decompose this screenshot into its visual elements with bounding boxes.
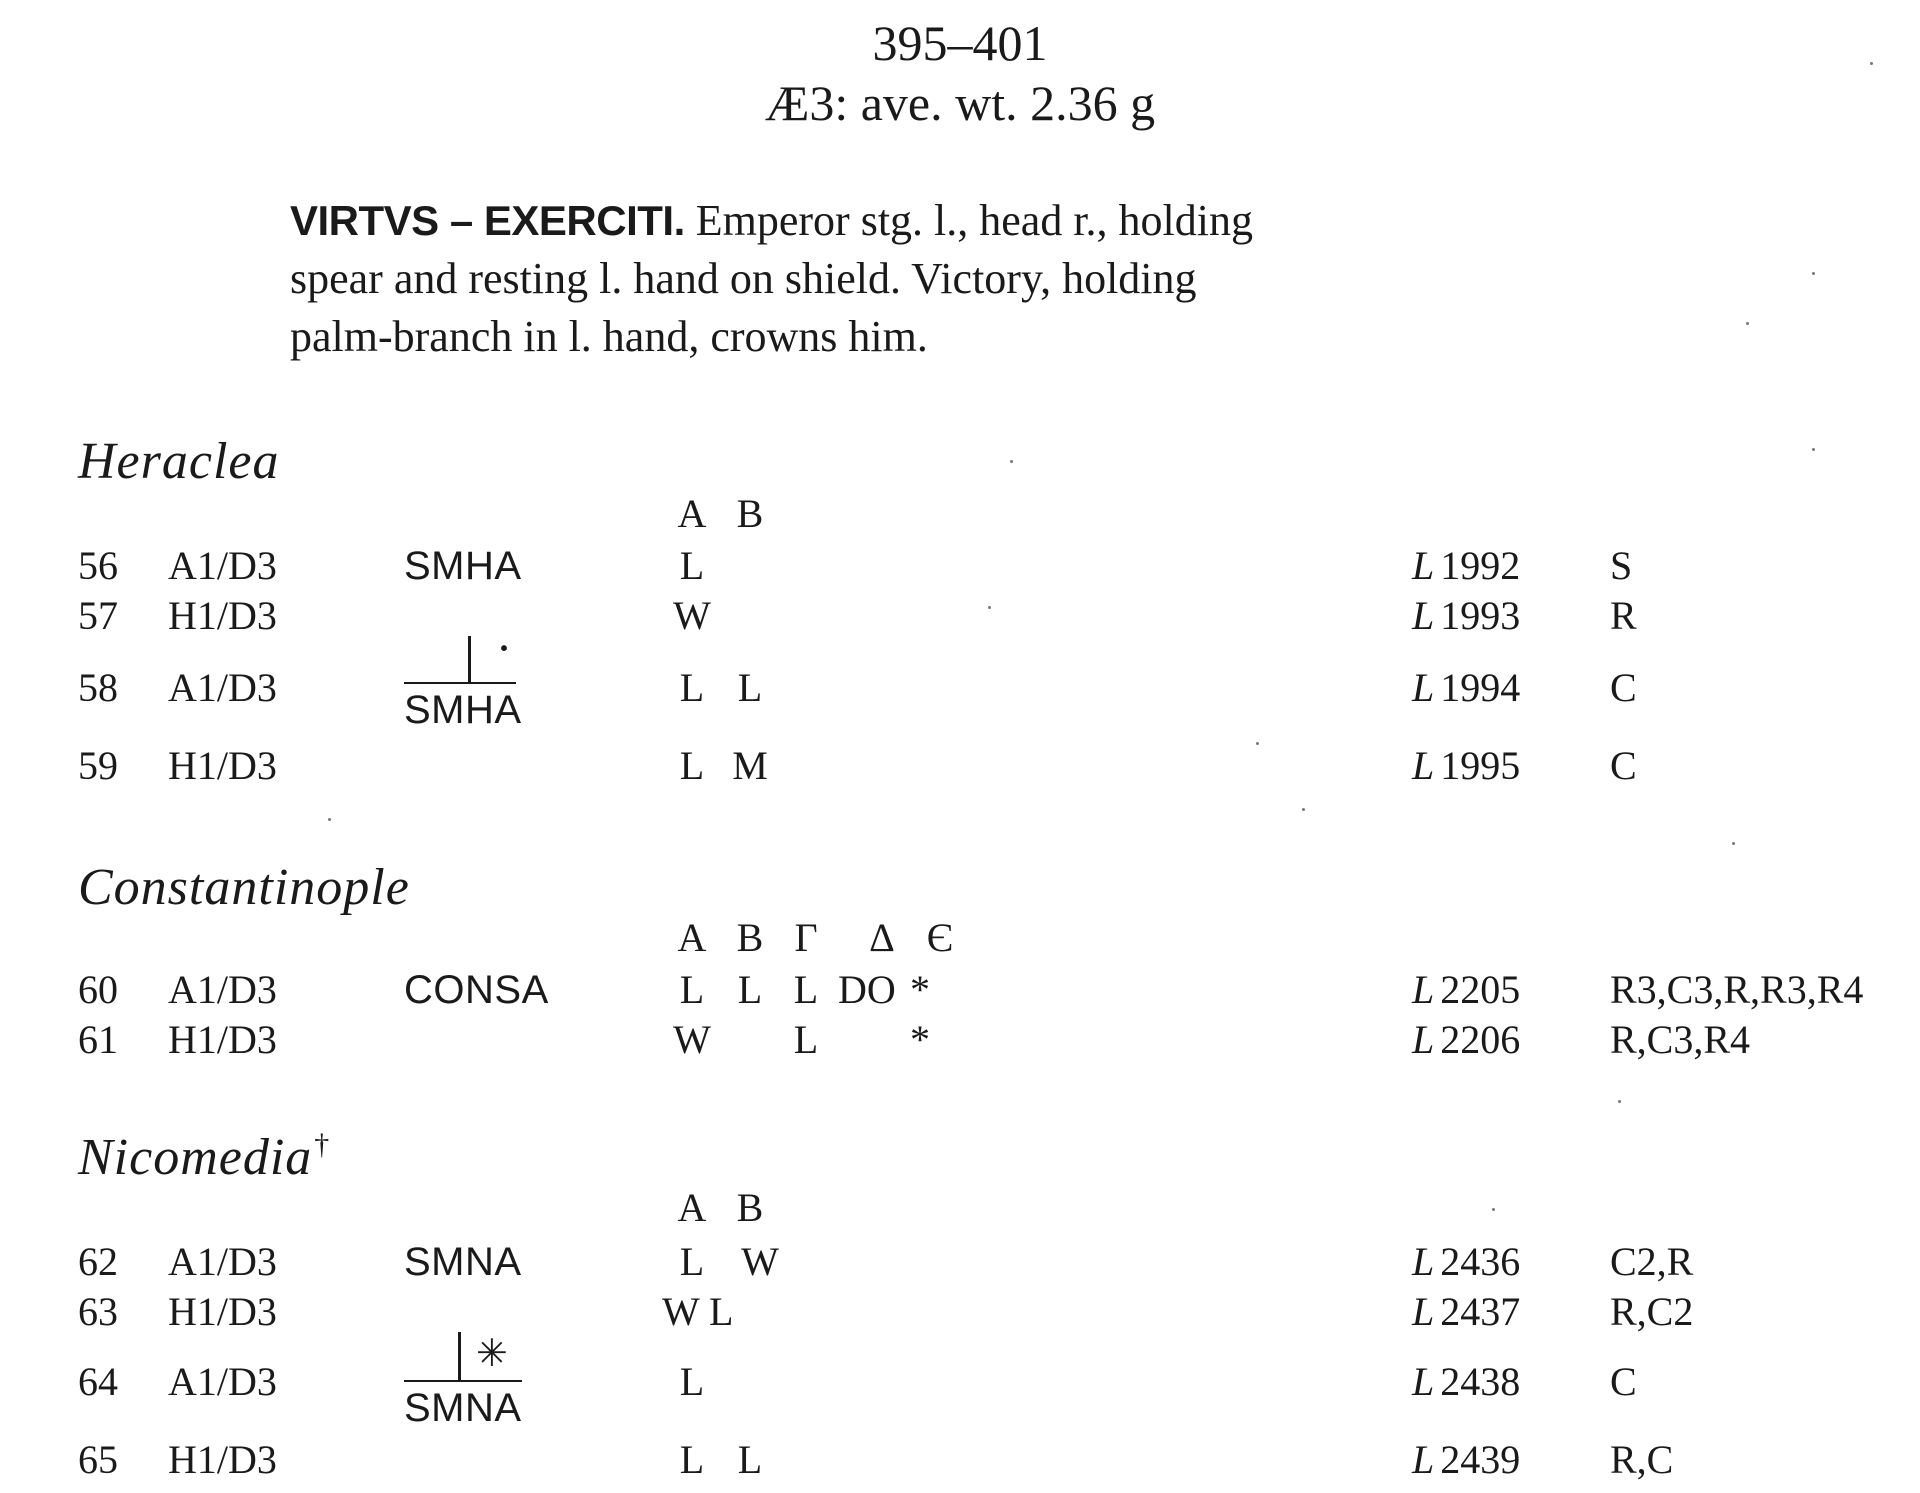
scan-speck bbox=[1870, 62, 1873, 65]
field-divider bbox=[458, 1332, 461, 1380]
row-number: 56 bbox=[78, 543, 118, 588]
variant-header-b: B bbox=[736, 915, 764, 960]
reference bbox=[1412, 1289, 1521, 1334]
reference-number: 1995 bbox=[1440, 743, 1521, 788]
reference-letter: L bbox=[1412, 1359, 1435, 1404]
variant-header-a: A bbox=[677, 491, 707, 536]
rarity: C bbox=[1610, 1359, 1637, 1404]
scan-speck bbox=[1256, 742, 1259, 745]
mint-title-heraclea: Heraclea bbox=[78, 433, 280, 490]
variant-a: L bbox=[679, 543, 705, 588]
rarity: R,C3,R4 bbox=[1610, 1017, 1751, 1062]
rarity: R,C bbox=[1610, 1437, 1674, 1482]
reference bbox=[1412, 1437, 1521, 1482]
date-range: 395–401 bbox=[872, 15, 1048, 71]
variant-header-gamma: Γ bbox=[794, 915, 818, 960]
variant-header-b: B bbox=[736, 491, 764, 536]
rarity: C bbox=[1610, 665, 1637, 710]
scan-speck bbox=[988, 606, 991, 609]
reference-letter: L bbox=[1412, 593, 1435, 638]
reference bbox=[1412, 543, 1521, 588]
die-combination: A1/D3 bbox=[168, 665, 277, 710]
row-number: 62 bbox=[78, 1239, 118, 1284]
reference-number: 2206 bbox=[1440, 1017, 1521, 1062]
reverse-description-line-2: spear and resting l. hand on shield. Victory, holding bbox=[290, 254, 1197, 303]
reference bbox=[1412, 1017, 1521, 1062]
variant-header-delta: Δ bbox=[869, 915, 895, 960]
die-combination: H1/D3 bbox=[168, 1437, 277, 1482]
reference-number: 1994 bbox=[1440, 665, 1521, 710]
variant-a: L bbox=[679, 1359, 705, 1404]
rarity: C2,R bbox=[1610, 1239, 1694, 1284]
mint-name: Nicomedia bbox=[78, 1129, 313, 1186]
mintmark: CONSA bbox=[404, 968, 549, 1012]
variant-a: W bbox=[673, 593, 711, 638]
scan-speck bbox=[1010, 460, 1013, 463]
rarity: S bbox=[1610, 543, 1633, 588]
variant-header-epsilon: Є bbox=[926, 915, 954, 960]
scan-speck bbox=[1492, 1208, 1495, 1211]
die-combination: H1/D3 bbox=[168, 1017, 277, 1062]
mint-title-nicomedia bbox=[78, 1130, 330, 1184]
die-combination: H1/D3 bbox=[168, 1289, 277, 1334]
reference-letter: L bbox=[1412, 1239, 1435, 1284]
reference-letter: L bbox=[1412, 743, 1435, 788]
die-combination: A1/D3 bbox=[168, 967, 277, 1012]
scan-speck bbox=[1302, 808, 1305, 811]
variant-b: L bbox=[737, 1437, 763, 1482]
variant-delta: DO bbox=[838, 967, 896, 1012]
reference bbox=[1412, 593, 1521, 638]
row-number: 60 bbox=[78, 967, 118, 1012]
rarity: C bbox=[1610, 743, 1637, 788]
variant-a: L bbox=[679, 967, 705, 1012]
die-combination: A1/D3 bbox=[168, 1239, 277, 1284]
variant-header-b: B bbox=[736, 1185, 764, 1230]
reference-letter: L bbox=[1412, 1437, 1435, 1482]
reference bbox=[1412, 967, 1521, 1012]
reference bbox=[1412, 743, 1521, 788]
reverse-text-1: Emperor stg. l., head r., holding bbox=[695, 196, 1254, 245]
variant-b: L bbox=[737, 665, 763, 710]
reverse-description-line-3: palm-branch in l. hand, crowns him. bbox=[290, 312, 928, 361]
mintmark: SMNA bbox=[404, 1386, 522, 1430]
rarity: R bbox=[1610, 593, 1637, 638]
exergue-line bbox=[404, 682, 516, 684]
mint-title-constantinople: Constantinople bbox=[78, 859, 410, 916]
variant-epsilon: * bbox=[910, 967, 930, 1012]
row-number: 57 bbox=[78, 593, 118, 638]
reference-letter: L bbox=[1412, 967, 1435, 1012]
variant-a: W L bbox=[662, 1289, 734, 1334]
variant-gamma: L bbox=[793, 967, 819, 1012]
row-number: 65 bbox=[78, 1437, 118, 1482]
variant-b: W bbox=[741, 1239, 779, 1284]
mintmark: SMHA bbox=[404, 544, 522, 588]
variant-gamma: L bbox=[793, 1017, 819, 1062]
scan-speck bbox=[1812, 448, 1815, 451]
reference bbox=[1412, 1359, 1521, 1404]
reference-letter: L bbox=[1412, 543, 1435, 588]
variant-a: L bbox=[679, 1239, 705, 1284]
reference-number: 1992 bbox=[1440, 543, 1521, 588]
reference bbox=[1412, 1239, 1521, 1284]
rarity: R,C2 bbox=[1610, 1289, 1694, 1334]
variant-b: M bbox=[732, 743, 768, 788]
variant-a: W bbox=[673, 1017, 711, 1062]
reverse-legend: VIRTVS – EXERCITI. bbox=[290, 197, 685, 244]
star-icon: ✳ bbox=[476, 1331, 508, 1375]
scan-speck bbox=[1812, 272, 1815, 275]
reference-number: 2437 bbox=[1440, 1289, 1521, 1334]
denomination: Æ3: ave. wt. 2.36 g bbox=[764, 75, 1156, 131]
scan-speck bbox=[1732, 842, 1735, 845]
row-number: 59 bbox=[78, 743, 118, 788]
field-mark-dot: · bbox=[498, 628, 511, 668]
variant-header-a: A bbox=[677, 915, 707, 960]
scan-speck bbox=[1618, 1100, 1621, 1103]
reference-letter: L bbox=[1412, 1289, 1435, 1334]
rarity: R3,C3,R,R3,R4 bbox=[1610, 967, 1864, 1012]
mintmark: SMHA bbox=[404, 688, 522, 732]
reverse-description-line-1 bbox=[290, 192, 1253, 250]
variant-epsilon: * bbox=[910, 1017, 930, 1062]
footnote-dagger: † bbox=[314, 1128, 331, 1161]
exergue-line bbox=[404, 1380, 522, 1382]
reference-letter: L bbox=[1412, 665, 1435, 710]
field-divider bbox=[468, 636, 471, 682]
mintmark: SMNA bbox=[404, 1240, 522, 1284]
reference-number: 2438 bbox=[1440, 1359, 1521, 1404]
row-number: 58 bbox=[78, 665, 118, 710]
row-number: 63 bbox=[78, 1289, 118, 1334]
variant-a: L bbox=[679, 743, 705, 788]
row-number: 61 bbox=[78, 1017, 118, 1062]
reference-number: 2205 bbox=[1440, 967, 1521, 1012]
reference bbox=[1412, 665, 1521, 710]
die-combination: H1/D3 bbox=[168, 593, 277, 638]
variant-header-a: A bbox=[677, 1185, 707, 1230]
reference-number: 1993 bbox=[1440, 593, 1521, 638]
variant-b: L bbox=[737, 967, 763, 1012]
die-combination: H1/D3 bbox=[168, 743, 277, 788]
row-number: 64 bbox=[78, 1359, 118, 1404]
reference-number: 2436 bbox=[1440, 1239, 1521, 1284]
scan-speck bbox=[328, 818, 331, 821]
reference-letter: L bbox=[1412, 1017, 1435, 1062]
variant-a: L bbox=[679, 665, 705, 710]
scan-speck bbox=[1746, 322, 1749, 325]
die-combination: A1/D3 bbox=[168, 543, 277, 588]
variant-a: L bbox=[679, 1437, 705, 1482]
die-combination: A1/D3 bbox=[168, 1359, 277, 1404]
reference-number: 2439 bbox=[1440, 1437, 1521, 1482]
